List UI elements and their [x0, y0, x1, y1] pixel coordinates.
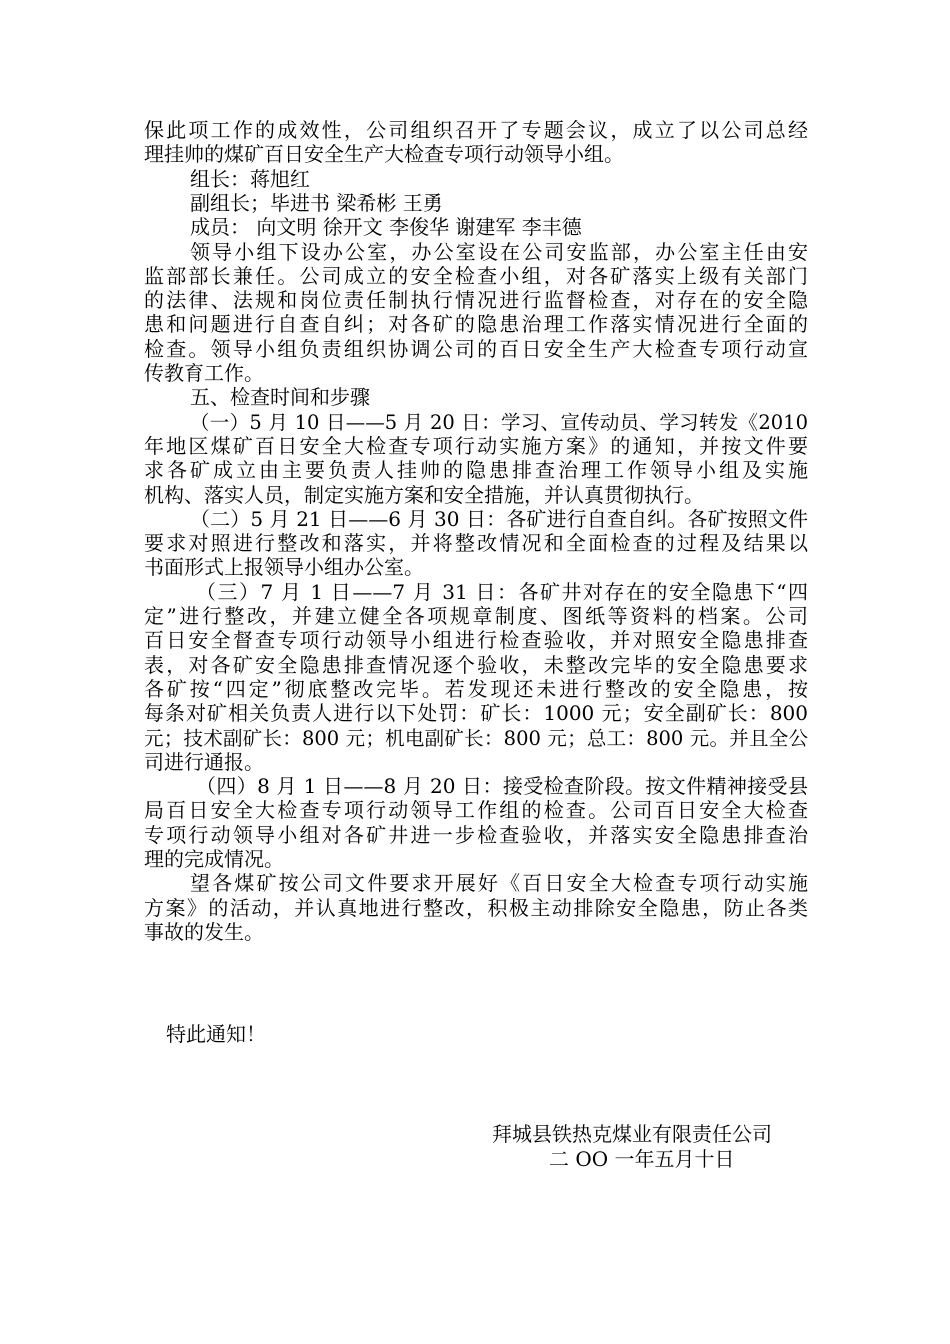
body-line: 书面形式上报领导小组办公室。	[144, 555, 424, 580]
body-line: 机构、落实人员，制定实施方案和安全措施，并认真贯彻执行。	[144, 482, 704, 507]
body-line: 各矿按“四定”彻底整改完毕。若发现还未进行整改的安全隐患，按	[144, 676, 808, 701]
body-line: 监部部长兼任。公司成立的安全检查小组，对各矿落实上级有关部门	[144, 263, 808, 288]
body-line: 成员： 向文明 徐开文 李俊华 谢建军 李丰德	[190, 215, 582, 240]
body-line: （四）8 月 1 日——8 月 20 日：接受检查阶段。按文件精神接受县	[196, 774, 808, 799]
closing-notice: 特此通知！	[166, 1022, 266, 1046]
body-line: 理挂帅的煤矿百日安全生产大检查专项行动领导小组。	[144, 142, 624, 167]
body-line: 每条对矿相关负责人进行以下处罚：矿长：1000 元；安全副矿长：800	[144, 701, 808, 726]
body-line: 传教育工作。	[144, 361, 264, 385]
signature-company: 拜城县铁热克煤业有限责任公司	[492, 1122, 772, 1146]
body-line: 五、检查时间和步骤	[190, 385, 370, 410]
body-line: 检查。领导小组负责组织协调公司的百日安全生产大检查专项行动宣	[144, 336, 808, 361]
body-line: 患和问题进行自查自纠；对各矿的隐患治理工作落实情况进行全面的	[144, 312, 808, 337]
body-line: 司进行通报。	[144, 749, 264, 774]
body-line: （三）7 月 1 日——7 月 31 日：各矿井对存在的安全隐患下“四	[196, 579, 808, 604]
body-line: 组长：蒋旭红	[190, 166, 310, 191]
body-line: 求各矿成立由主要负责人挂帅的隐患排查治理工作领导小组及实施	[144, 458, 808, 483]
body-line: 定”进行整改，并建立健全各项规章制度、图纸等资料的档案。公司	[144, 604, 808, 628]
body-line: 表，对各矿安全隐患排查情况逐个验收，未整改完毕的安全隐患要求	[144, 652, 808, 677]
body-line: 的法律、法规和岗位责任制执行情况进行监督检查，对存在的安全隐	[144, 288, 808, 313]
body-line: 理的完成情况。	[144, 847, 284, 871]
body-line: 元；技术副矿长：800 元；机电副矿长：800 元；总工：800 元。并且全公	[144, 726, 808, 750]
body-line: 方案》的活动，并认真地进行整改，积极主动排除安全隐患，防止各类	[144, 895, 808, 920]
body-line: 副组长；毕进书 梁希彬 王勇	[190, 190, 443, 215]
body-line: 望各煤矿按公司文件要求开展好《百日安全大检查专项行动实施	[190, 871, 808, 896]
body-line: （一）5 月 10 日——5 月 20 日：学习、宣传动员、学习转发《2010	[190, 410, 808, 434]
signature-date: 二 OO 一年五月十日	[549, 1147, 735, 1171]
body-line: 局百日安全大检查专项行动领导工作组的检查。公司百日安全大检查	[144, 798, 808, 823]
body-line: 百日安全督查专项行动领导小组进行检查验收，并对照安全隐患排查	[144, 628, 808, 653]
body-line: 保此项工作的成效性，公司组织召开了专题会议，成立了以公司总经	[144, 118, 808, 142]
body-line: 事故的发生。	[144, 919, 264, 944]
body-line: （二）5 月 21 日——6 月 30 日：各矿进行自查自纠。各矿按照文件	[190, 506, 808, 531]
body-line: 领导小组下设办公室，办公室设在公司安监部，办公室主任由安	[190, 239, 808, 264]
body-line: 要求对照进行整改和落实，并将整改情况和全面检查的过程及结果以	[144, 531, 808, 556]
body-line: 年地区煤矿百日安全大检查专项行动实施方案》的通知，并按文件要	[144, 433, 808, 458]
body-line: 专项行动领导小组对各矿井进一步检查验收，并落实安全隐患排查治	[144, 822, 808, 847]
